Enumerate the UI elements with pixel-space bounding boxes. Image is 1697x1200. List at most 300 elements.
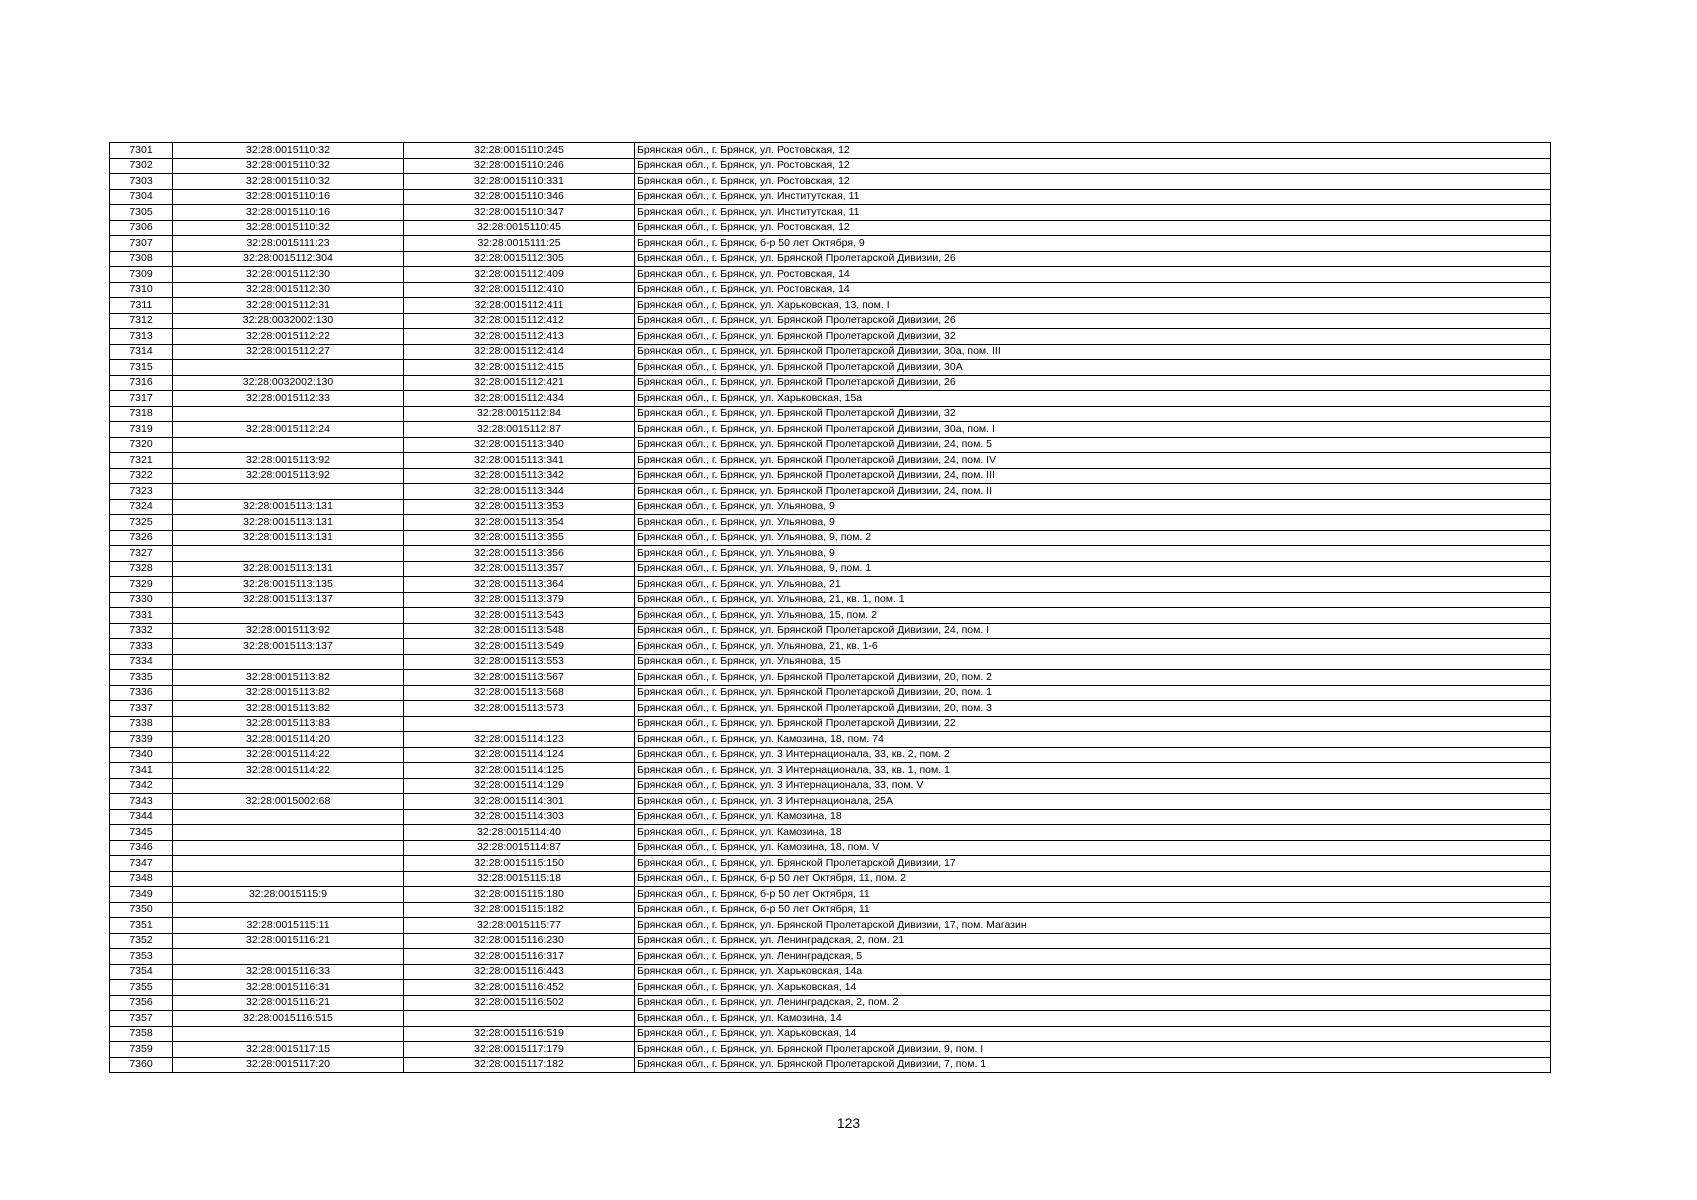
cadastral-number-cell: 32:28:0015113:568 [404, 685, 635, 701]
parent-cadastral-number-cell: 32:28:0015117:15 [173, 1042, 404, 1058]
parent-cadastral-number-cell: 32:28:0015113:131 [173, 530, 404, 546]
cadastral-number-cell: 32:28:0015113:340 [404, 437, 635, 453]
row-number-cell: 7310 [110, 282, 173, 298]
row-number-cell: 7321 [110, 453, 173, 469]
address-cell: Брянская обл., г. Брянск, ул. Ульянова, 21, кв. 1-6 [635, 639, 1551, 655]
row-number-cell: 7329 [110, 577, 173, 593]
parent-cadastral-number-cell: 32:28:0015113:83 [173, 716, 404, 732]
table-row [110, 701, 1551, 717]
row-number-cell: 7335 [110, 670, 173, 686]
table-row [110, 453, 1551, 469]
cadastral-number-cell: 32:28:0015112:434 [404, 391, 635, 407]
row-number-cell: 7356 [110, 995, 173, 1011]
row-number-cell: 7351 [110, 918, 173, 934]
parent-cadastral-number-cell: 32:28:0015110:16 [173, 189, 404, 205]
cadastral-number-cell: 32:28:0015112:414 [404, 344, 635, 360]
table-row [110, 174, 1551, 190]
row-number-cell: 7360 [110, 1057, 173, 1073]
table-row [110, 143, 1551, 159]
table-row [110, 902, 1551, 918]
address-cell: Брянская обл., г. Брянск, ул. Брянской Пролетарской Дивизии, 24, пом. II [635, 484, 1551, 500]
address-cell: Брянская обл., г. Брянск, ул. Ульянова, 9 [635, 499, 1551, 515]
address-cell: Брянская обл., г. Брянск, ул. Ростовская, 12 [635, 220, 1551, 236]
address-cell: Брянская обл., г. Брянск, ул. Брянской Пролетарской Дивизии, 17, пом. Магазин [635, 918, 1551, 934]
parent-cadastral-number-cell: 32:28:0015116:515 [173, 1011, 404, 1027]
table-row [110, 871, 1551, 887]
table-row [110, 716, 1551, 732]
cadastral-number-cell: 32:28:0015112:409 [404, 267, 635, 283]
table-row [110, 499, 1551, 515]
table-row [110, 205, 1551, 221]
row-number-cell: 7317 [110, 391, 173, 407]
cadastral-number-cell: 32:28:0015113:379 [404, 592, 635, 608]
cadastral-number-cell: 32:28:0015116:452 [404, 980, 635, 996]
row-number-cell: 7301 [110, 143, 173, 159]
parent-cadastral-number-cell: 32:28:0015112:27 [173, 344, 404, 360]
cadastral-number-cell: 32:28:0015113:356 [404, 546, 635, 562]
address-cell: Брянская обл., г. Брянск, ул. Брянской Пролетарской Дивизии, 7, пом. 1 [635, 1057, 1551, 1073]
address-cell: Брянская обл., г. Брянск, ул. Брянской Пролетарской Дивизии, 26 [635, 375, 1551, 391]
row-number-cell: 7318 [110, 406, 173, 422]
address-cell: Брянская обл., г. Брянск, ул. Ленинградская, 2, пом. 21 [635, 933, 1551, 949]
row-number-cell: 7314 [110, 344, 173, 360]
address-cell: Брянская обл., г. Брянск, б-р 50 лет Октября, 9 [635, 236, 1551, 252]
parent-cadastral-number-cell [173, 902, 404, 918]
parent-cadastral-number-cell: 32:28:0015113:82 [173, 701, 404, 717]
cadastral-number-cell: 32:28:0015114:301 [404, 794, 635, 810]
row-number-cell: 7337 [110, 701, 173, 717]
row-number-cell: 7323 [110, 484, 173, 500]
row-number-cell: 7355 [110, 980, 173, 996]
parent-cadastral-number-cell: 32:28:0015115:11 [173, 918, 404, 934]
row-number-cell: 7313 [110, 329, 173, 345]
table-row [110, 344, 1551, 360]
table-row [110, 747, 1551, 763]
address-cell: Брянская обл., г. Брянск, ул. Ульянова, 9 [635, 515, 1551, 531]
row-number-cell: 7345 [110, 825, 173, 841]
row-number-cell: 7308 [110, 251, 173, 267]
cadastral-number-cell: 32:28:0015112:413 [404, 329, 635, 345]
cadastral-number-cell: 32:28:0015113:353 [404, 499, 635, 515]
cadastral-number-cell: 32:28:0015113:364 [404, 577, 635, 593]
address-cell: Брянская обл., г. Брянск, ул. Камозина, 18 [635, 825, 1551, 841]
row-number-cell: 7344 [110, 809, 173, 825]
row-number-cell: 7328 [110, 561, 173, 577]
parent-cadastral-number-cell: 32:28:0015114:20 [173, 732, 404, 748]
cadastral-number-cell: 32:28:0015115:150 [404, 856, 635, 872]
table-row [110, 809, 1551, 825]
table-row [110, 282, 1551, 298]
row-number-cell: 7340 [110, 747, 173, 763]
parent-cadastral-number-cell: 32:28:0015113:92 [173, 623, 404, 639]
address-cell: Брянская обл., г. Брянск, ул. 3 Интернационала, 33, кв. 1, пом. 1 [635, 763, 1551, 779]
address-cell: Брянская обл., г. Брянск, ул. Ульянова, 9, пом. 2 [635, 530, 1551, 546]
cadastral-number-cell: 32:28:0015113:548 [404, 623, 635, 639]
row-number-cell: 7347 [110, 856, 173, 872]
row-number-cell: 7326 [110, 530, 173, 546]
cadastral-number-cell: 32:28:0015112:84 [404, 406, 635, 422]
parent-cadastral-number-cell: 32:28:0015113:131 [173, 499, 404, 515]
row-number-cell: 7342 [110, 778, 173, 794]
parent-cadastral-number-cell: 32:28:0015113:135 [173, 577, 404, 593]
address-cell: Брянская обл., г. Брянск, б-р 50 лет Октября, 11 [635, 887, 1551, 903]
parent-cadastral-number-cell [173, 437, 404, 453]
row-number-cell: 7327 [110, 546, 173, 562]
table-row [110, 561, 1551, 577]
parent-cadastral-number-cell: 32:28:0015110:32 [173, 220, 404, 236]
cadastral-number-cell: 32:28:0015112:411 [404, 298, 635, 314]
cadastral-number-cell: 32:28:0015114:124 [404, 747, 635, 763]
parent-cadastral-number-cell: 32:28:0015113:82 [173, 670, 404, 686]
table-row [110, 189, 1551, 205]
cadastral-number-cell: 32:28:0015111:25 [404, 236, 635, 252]
parent-cadastral-number-cell [173, 484, 404, 500]
parent-cadastral-number-cell: 32:28:0015113:82 [173, 685, 404, 701]
row-number-cell: 7320 [110, 437, 173, 453]
address-cell: Брянская обл., г. Брянск, ул. Брянской Пролетарской Дивизии, 24, пом. I [635, 623, 1551, 639]
address-cell: Брянская обл., г. Брянск, б-р 50 лет Октября, 11, пом. 2 [635, 871, 1551, 887]
parent-cadastral-number-cell [173, 949, 404, 965]
parent-cadastral-number-cell: 32:28:0015112:24 [173, 422, 404, 438]
table-row [110, 654, 1551, 670]
table-row [110, 685, 1551, 701]
parent-cadastral-number-cell: 32:28:0015114:22 [173, 747, 404, 763]
row-number-cell: 7343 [110, 794, 173, 810]
table-row [110, 406, 1551, 422]
table-row [110, 577, 1551, 593]
parent-cadastral-number-cell: 32:28:0015113:137 [173, 639, 404, 655]
cadastral-number-cell: 32:28:0015117:179 [404, 1042, 635, 1058]
cadastral-number-cell: 32:28:0015113:357 [404, 561, 635, 577]
address-cell: Брянская обл., г. Брянск, ул. 3 Интернационала, 25А [635, 794, 1551, 810]
table-row [110, 608, 1551, 624]
cadastral-number-cell: 32:28:0015110:245 [404, 143, 635, 159]
parent-cadastral-number-cell [173, 654, 404, 670]
address-cell: Брянская обл., г. Брянск, ул. Ульянова, 21 [635, 577, 1551, 593]
row-number-cell: 7324 [110, 499, 173, 515]
row-number-cell: 7315 [110, 360, 173, 376]
row-number-cell: 7334 [110, 654, 173, 670]
table-row [110, 329, 1551, 345]
row-number-cell: 7359 [110, 1042, 173, 1058]
table-row [110, 794, 1551, 810]
table-row [110, 220, 1551, 236]
cadastral-number-cell: 32:28:0015115:182 [404, 902, 635, 918]
parent-cadastral-number-cell [173, 809, 404, 825]
address-cell: Брянская обл., г. Брянск, ул. Ульянова, 15, пом. 2 [635, 608, 1551, 624]
parent-cadastral-number-cell: 32:28:0015113:92 [173, 453, 404, 469]
table-row [110, 825, 1551, 841]
parent-cadastral-number-cell: 32:28:0015112:33 [173, 391, 404, 407]
cadastral-number-cell [404, 716, 635, 732]
row-number-cell: 7330 [110, 592, 173, 608]
row-number-cell: 7305 [110, 205, 173, 221]
cadastral-number-cell: 32:28:0015110:246 [404, 158, 635, 174]
parent-cadastral-number-cell [173, 778, 404, 794]
cadastral-number-cell: 32:28:0015114:125 [404, 763, 635, 779]
row-number-cell: 7303 [110, 174, 173, 190]
row-number-cell: 7349 [110, 887, 173, 903]
table-row [110, 313, 1551, 329]
row-number-cell: 7307 [110, 236, 173, 252]
table-row [110, 391, 1551, 407]
parent-cadastral-number-cell: 32:28:0015110:16 [173, 205, 404, 221]
row-number-cell: 7358 [110, 1026, 173, 1042]
address-cell: Брянская обл., г. Брянск, ул. Институтская, 11 [635, 189, 1551, 205]
table-row [110, 949, 1551, 965]
parent-cadastral-number-cell [173, 871, 404, 887]
address-cell: Брянская обл., г. Брянск, ул. Ульянова, 15 [635, 654, 1551, 670]
address-cell: Брянская обл., г. Брянск, ул. Ростовская, 14 [635, 282, 1551, 298]
cadastral-number-cell: 32:28:0015110:45 [404, 220, 635, 236]
row-number-cell: 7309 [110, 267, 173, 283]
cadastral-number-cell: 32:28:0015113:342 [404, 468, 635, 484]
row-number-cell: 7352 [110, 933, 173, 949]
table-row [110, 639, 1551, 655]
row-number-cell: 7312 [110, 313, 173, 329]
cadastral-number-cell: 32:28:0015110:346 [404, 189, 635, 205]
address-cell: Брянская обл., г. Брянск, ул. Ульянова, 9 [635, 546, 1551, 562]
parent-cadastral-number-cell: 32:28:0015115:9 [173, 887, 404, 903]
address-cell: Брянская обл., г. Брянск, ул. Брянской Пролетарской Дивизии, 32 [635, 406, 1551, 422]
address-cell: Брянская обл., г. Брянск, ул. Харьковская, 14 [635, 980, 1551, 996]
table-row [110, 158, 1551, 174]
cadastral-number-cell: 32:28:0015117:182 [404, 1057, 635, 1073]
cadastral-number-cell: 32:28:0015113:549 [404, 639, 635, 655]
parent-cadastral-number-cell: 32:28:0015114:22 [173, 763, 404, 779]
address-cell: Брянская обл., г. Брянск, ул. Ульянова, 9, пом. 1 [635, 561, 1551, 577]
table-row [110, 360, 1551, 376]
address-cell: Брянская обл., г. Брянск, ул. Брянской Пролетарской Дивизии, 17 [635, 856, 1551, 872]
address-cell: Брянская обл., г. Брянск, ул. Брянской Пролетарской Дивизии, 30А [635, 360, 1551, 376]
row-number-cell: 7354 [110, 964, 173, 980]
address-cell: Брянская обл., г. Брянск, ул. Камозина, 18, пом. V [635, 840, 1551, 856]
address-cell: Брянская обл., г. Брянск, ул. Ленинградская, 2, пом. 2 [635, 995, 1551, 1011]
row-number-cell: 7341 [110, 763, 173, 779]
table-row [110, 1026, 1551, 1042]
cadastral-number-cell [404, 1011, 635, 1027]
parent-cadastral-number-cell: 32:28:0015111:23 [173, 236, 404, 252]
parent-cadastral-number-cell [173, 840, 404, 856]
cadastral-number-cell: 32:28:0015116:230 [404, 933, 635, 949]
address-cell: Брянская обл., г. Брянск, ул. Харьковская, 13, пом. I [635, 298, 1551, 314]
cadastral-number-cell: 32:28:0015114:123 [404, 732, 635, 748]
cadastral-number-cell: 32:28:0015116:443 [404, 964, 635, 980]
table-row [110, 592, 1551, 608]
table-row [110, 236, 1551, 252]
row-number-cell: 7319 [110, 422, 173, 438]
cadastral-number-cell: 32:28:0015113:341 [404, 453, 635, 469]
address-cell: Брянская обл., г. Брянск, ул. Брянской Пролетарской Дивизии, 26 [635, 251, 1551, 267]
row-number-cell: 7333 [110, 639, 173, 655]
table-row [110, 856, 1551, 872]
parent-cadastral-number-cell: 32:28:0015113:131 [173, 515, 404, 531]
cadastral-number-cell: 32:28:0015113:543 [404, 608, 635, 624]
row-number-cell: 7316 [110, 375, 173, 391]
parent-cadastral-number-cell: 32:28:0015112:31 [173, 298, 404, 314]
parent-cadastral-number-cell: 32:28:0015110:32 [173, 174, 404, 190]
cadastral-number-cell: 32:28:0015114:303 [404, 809, 635, 825]
parent-cadastral-number-cell [173, 856, 404, 872]
address-cell: Брянская обл., г. Брянск, б-р 50 лет Октября, 11 [635, 902, 1551, 918]
table-row [110, 437, 1551, 453]
parent-cadastral-number-cell: 32:28:0015002:68 [173, 794, 404, 810]
cadastral-number-cell: 32:28:0015113:553 [404, 654, 635, 670]
parent-cadastral-number-cell: 32:28:0015116:21 [173, 995, 404, 1011]
table-row [110, 1042, 1551, 1058]
cadastral-number-cell: 32:28:0015110:331 [404, 174, 635, 190]
row-number-cell: 7311 [110, 298, 173, 314]
address-cell: Брянская обл., г. Брянск, ул. Ульянова, 21, кв. 1, пом. 1 [635, 592, 1551, 608]
address-cell: Брянская обл., г. Брянск, ул. Брянской Пролетарской Дивизии, 30а, пом. I [635, 422, 1551, 438]
row-number-cell: 7350 [110, 902, 173, 918]
table-row [110, 484, 1551, 500]
address-cell: Брянская обл., г. Брянск, ул. Брянской Пролетарской Дивизии, 22 [635, 716, 1551, 732]
cadastral-number-cell: 32:28:0015115:18 [404, 871, 635, 887]
cadastral-number-cell: 32:28:0015112:412 [404, 313, 635, 329]
table-row [110, 515, 1551, 531]
cadastral-number-cell: 32:28:0015112:410 [404, 282, 635, 298]
parent-cadastral-number-cell: 32:28:0032002:130 [173, 313, 404, 329]
cadastral-number-cell: 32:28:0015112:421 [404, 375, 635, 391]
page-number: 123 [836, 1115, 861, 1131]
address-cell: Брянская обл., г. Брянск, ул. Брянской Пролетарской Дивизии, 24, пом. III [635, 468, 1551, 484]
cadastral-number-cell: 32:28:0015112:415 [404, 360, 635, 376]
parent-cadastral-number-cell [173, 546, 404, 562]
cadastral-number-cell: 32:28:0015116:502 [404, 995, 635, 1011]
address-cell: Брянская обл., г. Брянск, ул. Брянской Пролетарской Дивизии, 9, пом. I [635, 1042, 1551, 1058]
address-cell: Брянская обл., г. Брянск, ул. Ростовская, 12 [635, 143, 1551, 159]
address-cell: Брянская обл., г. Брянск, ул. Брянской Пролетарской Дивизии, 32 [635, 329, 1551, 345]
address-cell: Брянская обл., г. Брянск, ул. 3 Интернационала, 33, пом. V [635, 778, 1551, 794]
table-row [110, 732, 1551, 748]
address-cell: Брянская обл., г. Брянск, ул. Харьковская, 14а [635, 964, 1551, 980]
cadastral-number-cell: 32:28:0015113:354 [404, 515, 635, 531]
row-number-cell: 7331 [110, 608, 173, 624]
table-row [110, 670, 1551, 686]
row-number-cell: 7348 [110, 871, 173, 887]
parent-cadastral-number-cell [173, 608, 404, 624]
parent-cadastral-number-cell: 32:28:0015110:32 [173, 158, 404, 174]
parent-cadastral-number-cell: 32:28:0015113:131 [173, 561, 404, 577]
cadastral-number-cell: 32:28:0015115:180 [404, 887, 635, 903]
row-number-cell: 7322 [110, 468, 173, 484]
table-row [110, 251, 1551, 267]
address-cell: Брянская обл., г. Брянск, ул. Институтская, 11 [635, 205, 1551, 221]
address-cell: Брянская обл., г. Брянск, ул. Брянской Пролетарской Дивизии, 24, пом. 5 [635, 437, 1551, 453]
row-number-cell: 7357 [110, 1011, 173, 1027]
row-number-cell: 7338 [110, 716, 173, 732]
cadastral-number-cell: 32:28:0015113:355 [404, 530, 635, 546]
cadastral-number-cell: 32:28:0015112:87 [404, 422, 635, 438]
row-number-cell: 7346 [110, 840, 173, 856]
table-row [110, 468, 1551, 484]
table-row [110, 530, 1551, 546]
registry-table-body [110, 143, 1551, 1073]
table-row [110, 623, 1551, 639]
table-row [110, 778, 1551, 794]
table-row [110, 375, 1551, 391]
parent-cadastral-number-cell: 32:28:0015116:33 [173, 964, 404, 980]
address-cell: Брянская обл., г. Брянск, ул. Брянской Пролетарской Дивизии, 30а, пом. III [635, 344, 1551, 360]
address-cell: Брянская обл., г. Брянск, ул. Ленинградская, 5 [635, 949, 1551, 965]
table-row [110, 964, 1551, 980]
row-number-cell: 7336 [110, 685, 173, 701]
address-cell: Брянская обл., г. Брянск, ул. Харьковская, 15а [635, 391, 1551, 407]
parent-cadastral-number-cell [173, 406, 404, 422]
parent-cadastral-number-cell: 32:28:0015113:137 [173, 592, 404, 608]
row-number-cell: 7332 [110, 623, 173, 639]
parent-cadastral-number-cell: 32:28:0032002:130 [173, 375, 404, 391]
row-number-cell: 7306 [110, 220, 173, 236]
table-row [110, 995, 1551, 1011]
address-cell: Брянская обл., г. Брянск, ул. Харьковская, 14 [635, 1026, 1551, 1042]
parent-cadastral-number-cell [173, 825, 404, 841]
table-row [110, 298, 1551, 314]
cadastral-number-cell: 32:28:0015114:87 [404, 840, 635, 856]
address-cell: Брянская обл., г. Брянск, ул. Камозина, 18 [635, 809, 1551, 825]
table-row [110, 887, 1551, 903]
parent-cadastral-number-cell [173, 360, 404, 376]
table-row [110, 980, 1551, 996]
address-cell: Брянская обл., г. Брянск, ул. Брянской Пролетарской Дивизии, 20, пом. 1 [635, 685, 1551, 701]
cadastral-number-cell: 32:28:0015112:305 [404, 251, 635, 267]
parent-cadastral-number-cell: 32:28:0015116:31 [173, 980, 404, 996]
row-number-cell: 7339 [110, 732, 173, 748]
parent-cadastral-number-cell: 32:28:0015112:304 [173, 251, 404, 267]
cadastral-number-cell: 32:28:0015115:77 [404, 918, 635, 934]
row-number-cell: 7325 [110, 515, 173, 531]
table-row [110, 840, 1551, 856]
cadastral-number-cell: 32:28:0015113:567 [404, 670, 635, 686]
cadastral-number-cell: 32:28:0015113:573 [404, 701, 635, 717]
parent-cadastral-number-cell: 32:28:0015112:30 [173, 282, 404, 298]
parent-cadastral-number-cell: 32:28:0015116:21 [173, 933, 404, 949]
address-cell: Брянская обл., г. Брянск, ул. Брянской Пролетарской Дивизии, 24, пом. IV [635, 453, 1551, 469]
address-cell: Брянская обл., г. Брянск, ул. Ростовская, 14 [635, 267, 1551, 283]
address-cell: Брянская обл., г. Брянск, ул. Ростовская, 12 [635, 158, 1551, 174]
table-row [110, 546, 1551, 562]
parent-cadastral-number-cell: 32:28:0015112:30 [173, 267, 404, 283]
address-cell: Брянская обл., г. Брянск, ул. Камозина, 18, пом. 74 [635, 732, 1551, 748]
parent-cadastral-number-cell: 32:28:0015113:92 [173, 468, 404, 484]
row-number-cell: 7304 [110, 189, 173, 205]
address-cell: Брянская обл., г. Брянск, ул. 3 Интернационала, 33, кв. 2, пом. 2 [635, 747, 1551, 763]
cadastral-number-cell: 32:28:0015116:519 [404, 1026, 635, 1042]
registry-table [109, 142, 1551, 1073]
parent-cadastral-number-cell [173, 1026, 404, 1042]
table-row [110, 1057, 1551, 1073]
cadastral-number-cell: 32:28:0015110:347 [404, 205, 635, 221]
parent-cadastral-number-cell: 32:28:0015117:20 [173, 1057, 404, 1073]
parent-cadastral-number-cell: 32:28:0015112:22 [173, 329, 404, 345]
table-row [110, 267, 1551, 283]
table-row [110, 918, 1551, 934]
address-cell: Брянская обл., г. Брянск, ул. Камозина, 14 [635, 1011, 1551, 1027]
parent-cadastral-number-cell: 32:28:0015110:32 [173, 143, 404, 159]
cadastral-number-cell: 32:28:0015114:129 [404, 778, 635, 794]
address-cell: Брянская обл., г. Брянск, ул. Брянской Пролетарской Дивизии, 26 [635, 313, 1551, 329]
cadastral-number-cell: 32:28:0015114:40 [404, 825, 635, 841]
address-cell: Брянская обл., г. Брянск, ул. Брянской Пролетарской Дивизии, 20, пом. 2 [635, 670, 1551, 686]
address-cell: Брянская обл., г. Брянск, ул. Ростовская, 12 [635, 174, 1551, 190]
cadastral-number-cell: 32:28:0015116:317 [404, 949, 635, 965]
table-row [110, 933, 1551, 949]
table-row [110, 422, 1551, 438]
table-row [110, 1011, 1551, 1027]
row-number-cell: 7302 [110, 158, 173, 174]
table-row [110, 763, 1551, 779]
